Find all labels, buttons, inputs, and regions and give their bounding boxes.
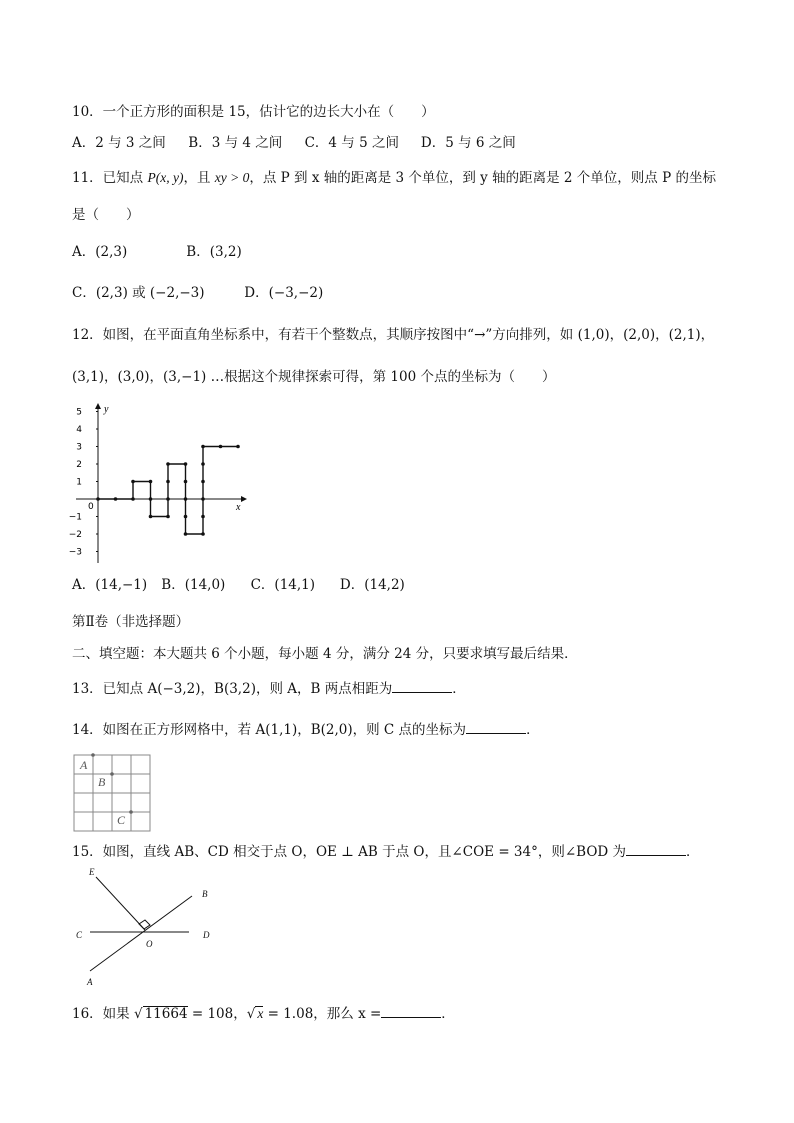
y-tick-label: 2 xyxy=(76,460,82,470)
q11-option-a[interactable]: A．(2,3) xyxy=(72,244,128,260)
q14-end: ． xyxy=(526,722,540,738)
label-d: D xyxy=(203,930,210,940)
q16-eq2: = 1.08，那么 x = xyxy=(263,1006,382,1022)
point-c xyxy=(129,810,133,814)
q11-stem xyxy=(72,169,716,187)
y-tick-label: 3 xyxy=(76,442,82,453)
integer-point xyxy=(236,445,240,449)
label-e: E xyxy=(89,867,95,877)
q13 xyxy=(72,680,466,698)
q15-answer-blank[interactable] xyxy=(626,843,686,856)
integer-point xyxy=(201,532,205,536)
q11-stem-line2: 是（ ） xyxy=(72,207,140,223)
q16-end: ． xyxy=(441,1006,455,1022)
q16 xyxy=(72,1005,455,1023)
line-ab xyxy=(90,896,192,971)
integer-point xyxy=(201,445,205,449)
q11-condition: xy > 0 xyxy=(214,170,250,185)
section2-intro: 二、填空题：本大题共 6 个小题，每小题 4 分，满分 24 分，只要求填写最后结果． xyxy=(72,646,578,662)
integer-point xyxy=(166,515,170,519)
q10-option-a[interactable]: A．2 与 3 之间 xyxy=(72,135,166,151)
y-tick-label: 5 xyxy=(76,407,82,418)
q13-answer-blank[interactable] xyxy=(392,680,452,693)
point-path xyxy=(96,445,240,536)
integer-point xyxy=(131,480,135,484)
ray-oe xyxy=(96,877,145,930)
y-tick-label: −2 xyxy=(68,530,82,540)
label-c: C xyxy=(76,930,83,940)
q14 xyxy=(72,721,540,739)
q12-option-c[interactable]: C．(14,1) xyxy=(250,577,316,593)
integer-point xyxy=(149,480,153,484)
integer-point xyxy=(201,462,205,466)
q16-sqrt1: 11664 xyxy=(144,1006,188,1022)
y-tick-labels xyxy=(69,408,98,558)
integer-point xyxy=(131,497,135,501)
q15-intersecting-lines xyxy=(72,864,222,990)
label-a: A xyxy=(80,758,88,772)
q10-options xyxy=(72,134,516,152)
q11-option-d[interactable]: D．(−3,−2) xyxy=(244,285,324,301)
y-tick-label: 4 xyxy=(76,425,82,435)
integer-point xyxy=(184,515,188,519)
label-a: A xyxy=(87,977,93,987)
integer-point xyxy=(201,480,205,484)
integer-point xyxy=(201,497,205,501)
q16-sqrt2: x xyxy=(257,1006,264,1021)
q14-square-grid xyxy=(72,752,152,832)
q11-point: P(x, y) xyxy=(147,170,184,185)
q10-stem: 10．一个正方形的面积是 15，估计它的边长大小在（ ） xyxy=(72,104,435,120)
sqrt-symbol: √ xyxy=(133,1006,143,1022)
q11-option-b[interactable]: B．(3,2) xyxy=(186,244,242,260)
label-b: B xyxy=(202,889,208,899)
q15-end: ． xyxy=(686,844,700,860)
q14-answer-blank[interactable] xyxy=(466,721,526,734)
integer-point xyxy=(166,462,170,466)
q15 xyxy=(72,843,700,861)
sqrt-symbol: √ xyxy=(246,1006,256,1022)
integer-point xyxy=(114,497,118,501)
q14-text: 14．如图在正方形网格中，若 A(1,1)，B(2,0)，则 C 点的坐标为 xyxy=(72,722,467,738)
q16-answer-blank[interactable] xyxy=(381,1005,441,1018)
integer-point xyxy=(184,532,188,536)
integer-point xyxy=(96,497,100,501)
integer-point xyxy=(201,515,205,519)
integer-point xyxy=(184,462,188,466)
q12-option-b[interactable]: B．(14,0) xyxy=(161,577,226,593)
section2-title: 第Ⅱ卷（非选择题） xyxy=(72,614,190,630)
q13-end: ． xyxy=(452,681,466,697)
q11-stem-part1: 11．已知点 xyxy=(72,170,148,186)
integer-point xyxy=(184,497,188,501)
origin-label: 0 xyxy=(88,502,94,512)
q12-stem-line1: 12．如图，在平面直角坐标系中，有若干个整数点，其顺序按图中“→”方向排列，如 (1,0)，(2,0)，(2,1)， xyxy=(72,327,715,343)
point-b xyxy=(110,772,114,776)
integer-point xyxy=(166,497,170,501)
integer-point xyxy=(149,497,153,501)
q12-options xyxy=(72,576,405,594)
q16-prefix: 16．如果 xyxy=(72,1006,134,1022)
integer-point xyxy=(219,445,223,449)
q11-stem-part3: ，点 P 到 x 轴的距离是 3 个单位，到 y 轴的距离是 2 个单位，则点 P 的坐标 xyxy=(249,170,716,186)
q16-eq1: = 108， xyxy=(187,1006,247,1022)
q10-option-b[interactable]: B．3 与 4 之间 xyxy=(188,135,283,151)
q11-options-row1 xyxy=(72,243,242,261)
point-a xyxy=(91,753,95,757)
y-tick-label: −3 xyxy=(68,547,82,558)
q11-stem-part2: ，且 xyxy=(183,170,215,186)
integer-point xyxy=(149,515,153,519)
integer-point xyxy=(184,480,188,484)
label-c: C xyxy=(117,813,126,827)
q11-options-row2 xyxy=(72,284,323,302)
x-axis-label: x xyxy=(236,502,241,513)
q11-option-c[interactable]: C．(2,3) 或 (−2,−3) xyxy=(72,285,205,301)
y-tick-label: −1 xyxy=(68,512,82,523)
q10-option-c[interactable]: C．4 与 5 之间 xyxy=(304,135,399,151)
label-o: O xyxy=(146,939,153,949)
integer-point xyxy=(166,480,170,484)
q10-option-d[interactable]: D．5 与 6 之间 xyxy=(420,135,516,151)
y-axis-label: y xyxy=(104,404,109,415)
q12-stem-line2: (3,1)，(3,0)，(3,−1) …根据这个规律探索可得，第 100 个点的坐标为（ ） xyxy=(72,369,556,385)
q12-coordinate-graph xyxy=(68,398,252,568)
label-b: B xyxy=(98,775,106,789)
q12-option-d[interactable]: D．(14,2) xyxy=(339,577,405,593)
y-tick-label: 1 xyxy=(76,477,82,488)
q15-text: 15．如图，直线 AB、CD 相交于点 O，OE ⊥ AB 于点 O，且∠COE = 34°，则∠BOD 为 xyxy=(72,844,627,860)
q13-text: 13．已知点 A(−3,2)，B(3,2)，则 A，B 两点相距为 xyxy=(72,681,393,697)
q12-option-a[interactable]: A．(14,−1) xyxy=(72,577,148,593)
